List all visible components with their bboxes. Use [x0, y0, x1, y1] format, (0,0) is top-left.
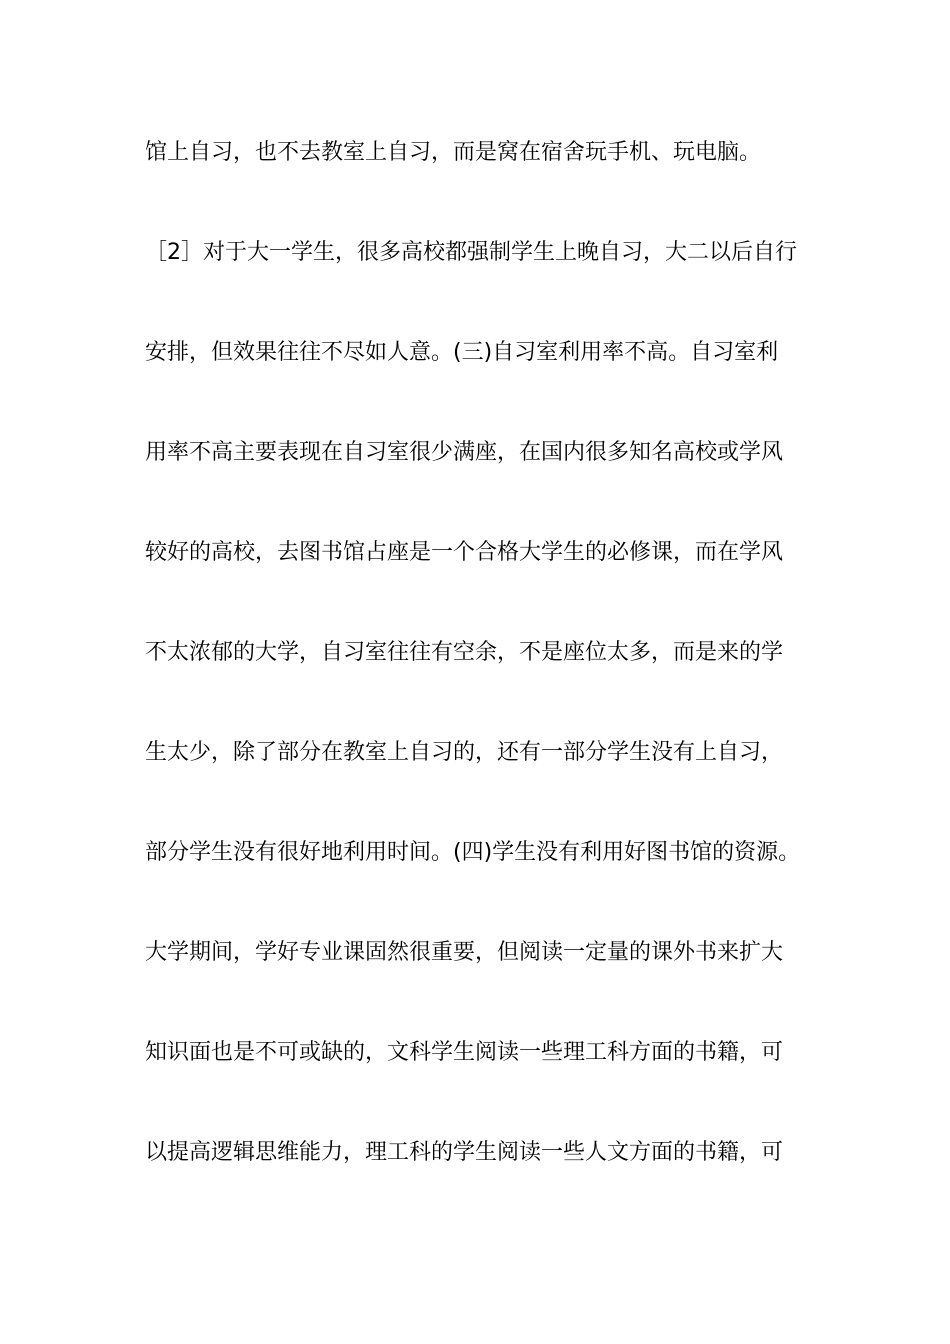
text-line-8: 部分学生没有很好地利用时间。(四)学生没有利用好图书馆的资源。 [145, 840, 801, 865]
text-line-2: ［2］对于大一学生，很多高校都强制学生上晚自习，大二以后自行 [145, 240, 797, 265]
text-line-7: 生太少，除了部分在教室上自习的，还有一部分学生没有上自习， [145, 740, 784, 765]
text-line-11: 以提高逻辑思维能力，理工科的学生阅读一些人文方面的书籍，可 [145, 1140, 784, 1165]
text-line-10: 知识面也是不可或缺的，文科学生阅读一些理工科方面的书籍，可 [145, 1040, 784, 1065]
text-line-3: 安排，但效果往往不尽如人意。(三)自习室利用率不高。自习室利 [145, 340, 779, 365]
text-line-4: 用率不高主要表现在自习室很少满座，在国内很多知名高校或学风 [145, 440, 784, 465]
text-line-9: 大学期间，学好专业课固然很重要，但阅读一定量的课外书来扩大 [145, 940, 784, 965]
text-line-5: 较好的高校，去图书馆占座是一个合格大学生的必修课，而在学风 [145, 540, 784, 565]
text-line-6: 不太浓郁的大学，自习室往往有空余，不是座位太多，而是来的学 [145, 640, 784, 665]
body-text [145, 131, 845, 1231]
text-line-1: 馆上自习，也不去教室上自习，而是窝在宿舍玩手机、玩电脑。 [145, 140, 762, 165]
